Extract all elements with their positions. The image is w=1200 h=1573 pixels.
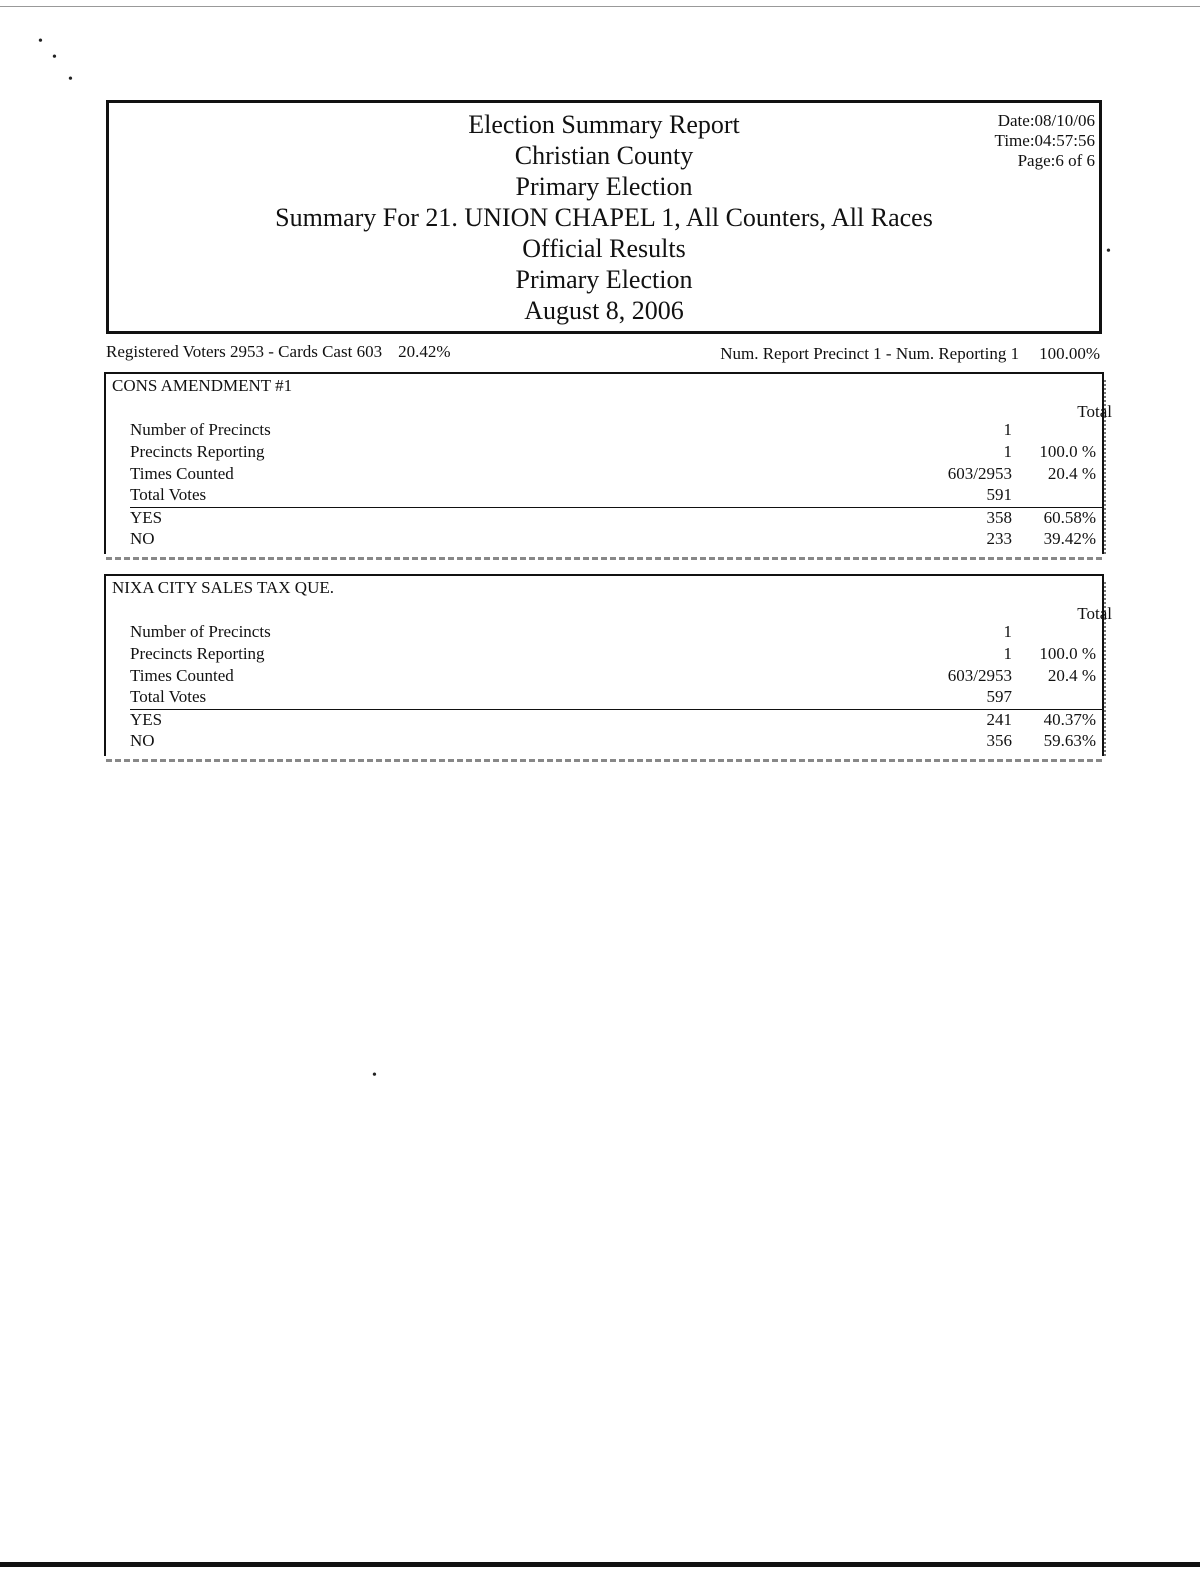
election-name: Primary Election <box>515 172 693 201</box>
stat-pct: 100.0 % <box>1039 644 1096 663</box>
results-type: Official Results <box>522 234 686 263</box>
scan-speck: • <box>372 1068 377 1083</box>
report-header <box>106 100 1102 334</box>
choice-label: NO <box>130 529 155 548</box>
election-name-2: Primary Election <box>515 265 693 294</box>
choice-pct: 60.58% <box>1043 508 1096 527</box>
choice-pct: 39.42% <box>1043 529 1096 548</box>
stat-value: 1 <box>1003 420 1012 439</box>
turnout-pct: 20.42% <box>398 342 451 361</box>
stat-label: Total Votes <box>130 687 207 706</box>
stat-value: 1 <box>1003 644 1012 663</box>
scan-speck: • <box>1106 244 1111 259</box>
stat-row <box>106 621 1102 643</box>
race-title: CONS AMENDMENT #1 <box>112 376 293 395</box>
report-time: Time:04:57:56 <box>994 131 1095 150</box>
total-column-header: Total <box>1077 604 1112 623</box>
race-cons-amendment <box>104 372 1112 554</box>
stat-label: Precincts Reporting <box>130 442 265 461</box>
scan-speck: • <box>68 72 73 87</box>
stat-row <box>106 484 1102 506</box>
stat-label: Times Counted <box>130 464 234 483</box>
registered-cards: Registered Voters 2953 - Cards Cast 603 <box>106 342 383 361</box>
choice-votes: 241 <box>986 710 1012 729</box>
reporting-pct: 100.00% <box>1039 344 1100 363</box>
stat-label: Times Counted <box>130 666 234 685</box>
county-name: Christian County <box>514 141 694 170</box>
stat-row <box>106 686 1102 708</box>
page-number: Page:6 of 6 <box>1017 151 1095 170</box>
stat-row <box>106 463 1102 485</box>
total-column-header: Total <box>1077 402 1112 421</box>
stat-pct: 20.4 % <box>1047 666 1096 685</box>
choice-label: NO <box>130 731 155 750</box>
choice-label: YES <box>130 508 163 527</box>
election-date: August 8, 2006 <box>524 296 684 325</box>
scan-speck: • <box>52 50 57 65</box>
report-title: Election Summary Report <box>468 110 740 139</box>
choice-row <box>106 528 1102 550</box>
scan-top-edge <box>0 6 1200 7</box>
stat-value: 1 <box>1003 442 1012 461</box>
stat-pct: 20.4 % <box>1047 464 1096 483</box>
stat-label: Precincts Reporting <box>130 644 265 663</box>
race-title: NIXA CITY SALES TAX QUE. <box>112 578 334 597</box>
precinct-counts: Num. Report Precinct 1 - Num. Reporting 1 <box>720 344 1020 363</box>
choice-row <box>106 730 1102 752</box>
stat-value: 597 <box>986 687 1012 706</box>
summary-for: Summary For 21. UNION CHAPEL 1, All Counters, All Races <box>275 203 933 232</box>
race-bottom-edge <box>106 553 1102 560</box>
race-nixa-sales-tax <box>104 574 1112 756</box>
choice-votes: 233 <box>986 529 1012 548</box>
stat-label: Number of Precincts <box>130 420 271 439</box>
choice-votes: 356 <box>986 731 1012 750</box>
precinct-summary <box>720 344 1100 364</box>
scan-bottom-edge <box>0 1562 1200 1567</box>
stat-label: Total Votes <box>130 485 207 504</box>
stat-value: 1 <box>1003 622 1012 641</box>
choice-row <box>106 507 1102 529</box>
turnout-summary <box>106 342 451 362</box>
stat-label: Number of Precincts <box>130 622 271 641</box>
choice-pct: 59.63% <box>1043 731 1096 750</box>
stat-row <box>106 441 1102 463</box>
choice-label: YES <box>130 710 163 729</box>
stat-row <box>106 419 1102 441</box>
stat-row <box>106 643 1102 665</box>
stat-value: 603/2953 <box>947 666 1012 685</box>
report-date: Date:08/10/06 <box>997 111 1095 130</box>
race-bottom-edge <box>106 755 1102 762</box>
stat-pct: 100.0 % <box>1039 442 1096 461</box>
stat-row <box>106 665 1102 687</box>
choice-row <box>106 709 1102 731</box>
stat-value: 603/2953 <box>947 464 1012 483</box>
report-meta <box>995 111 1095 171</box>
choice-pct: 40.37% <box>1043 710 1096 729</box>
stat-value: 591 <box>986 485 1012 504</box>
choice-votes: 358 <box>986 508 1012 527</box>
scan-speck: • <box>38 34 43 49</box>
